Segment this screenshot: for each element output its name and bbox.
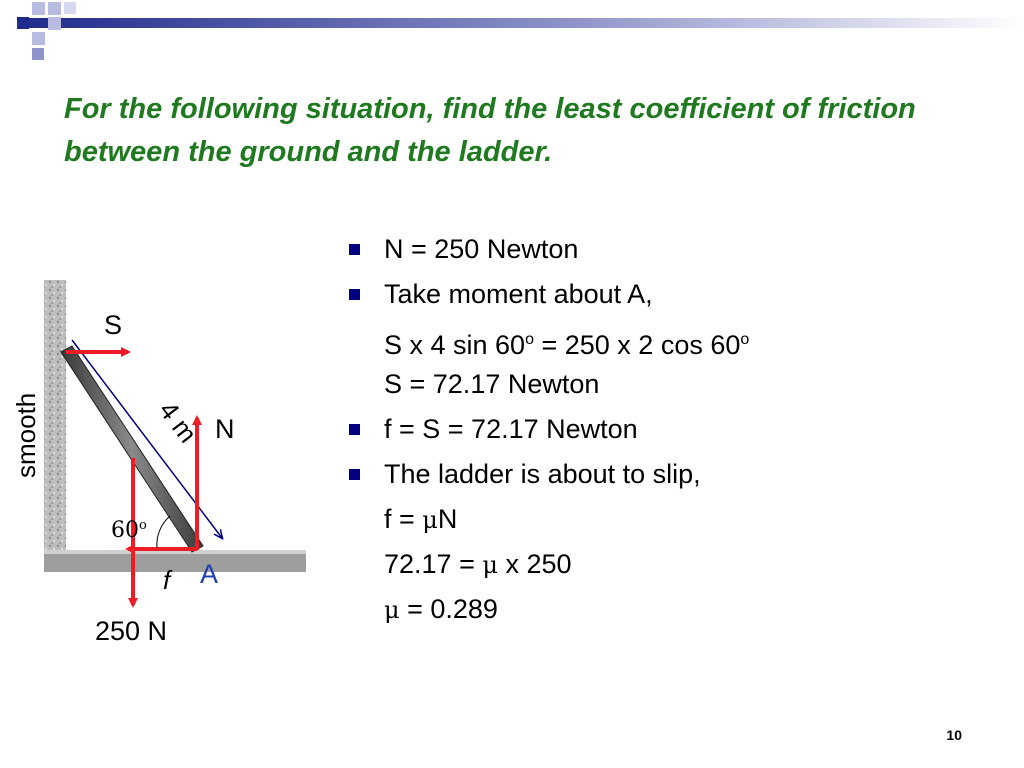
header-decoration bbox=[0, 0, 1024, 70]
list-item: μ = 0.289 bbox=[384, 594, 498, 624]
list-item: S x 4 $\sin 60^o = 250$ x 2 cos 60$^o$ bbox=[384, 330, 750, 360]
angle-arc bbox=[157, 516, 170, 548]
wall-force-label: S bbox=[104, 310, 123, 340]
list-item: N = 250 Newton bbox=[347, 227, 987, 272]
length-dimension-line bbox=[72, 340, 222, 538]
list-item: S = 72.17 Newton bbox=[384, 369, 600, 399]
wall bbox=[44, 280, 66, 552]
ladder-diagram bbox=[0, 270, 320, 650]
list-item: The ladder is about to slip, bbox=[347, 452, 987, 497]
page-number: 10 bbox=[946, 727, 962, 743]
point-a-label: A bbox=[200, 559, 219, 589]
weight-label: 250 N bbox=[95, 616, 168, 646]
length-label: 4 m bbox=[153, 395, 204, 449]
list-item: Take moment about A, bbox=[347, 272, 987, 317]
friction-label: f bbox=[163, 565, 171, 595]
solution-list bbox=[347, 227, 987, 632]
list-item: f = μN bbox=[384, 504, 458, 534]
slide-title: For the following situation, find the least coefficient of friction between the ground and the ladder. bbox=[64, 93, 916, 168]
wall-label: smooth bbox=[11, 392, 41, 478]
angle-label: 60$^o$ bbox=[111, 518, 147, 543]
list-item: 72.17 = μ x 250 bbox=[384, 549, 572, 579]
normal-force-label: N bbox=[215, 414, 235, 444]
list-item: f = S = 72.17 Newton bbox=[347, 407, 987, 452]
